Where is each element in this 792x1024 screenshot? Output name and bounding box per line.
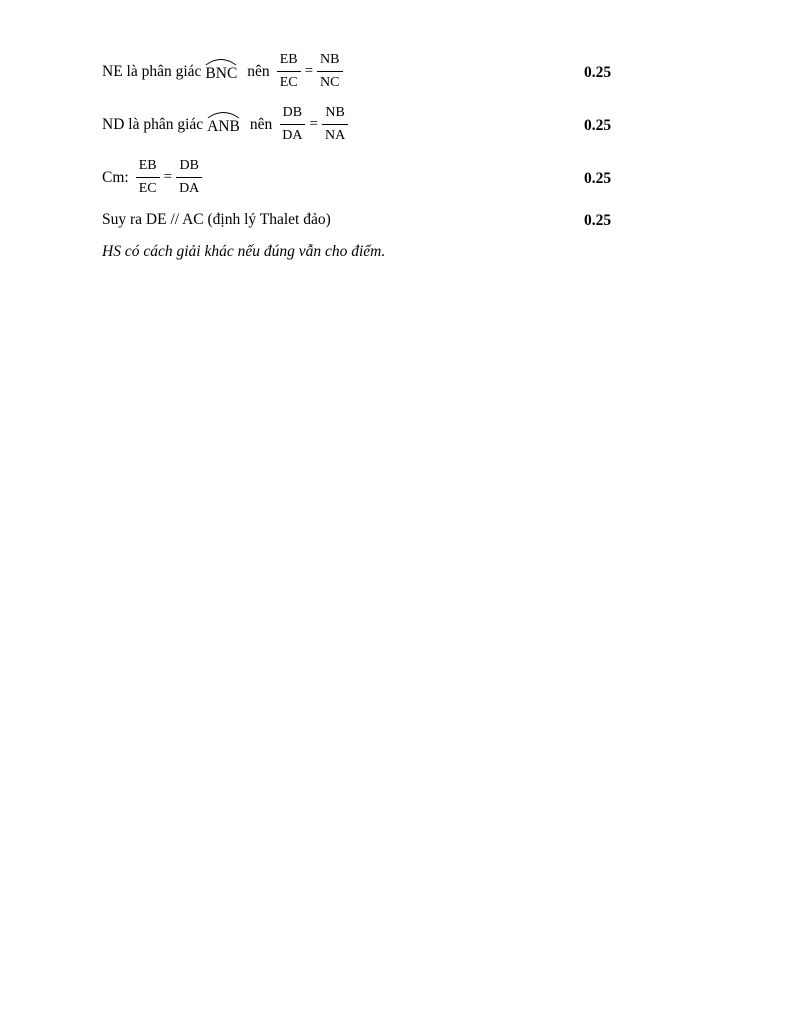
step-word: nên: [247, 63, 270, 81]
step-ne-bisector: [102, 52, 622, 92]
score-row-2: 0.25: [584, 117, 612, 134]
score-row-4: 0.25: [584, 212, 612, 229]
equals-sign: =: [304, 63, 314, 80]
equals-sign: =: [163, 169, 173, 186]
score-row-3: 0.25: [584, 170, 612, 187]
step-prefix: ND là phân giác: [102, 116, 204, 134]
step-text: Suy ra DE // AC (định lý Thalet đảo): [102, 211, 331, 228]
step-thales-converse: [102, 212, 622, 228]
angle-arc-icon: [207, 109, 240, 119]
angle-anb: ANB: [207, 115, 240, 135]
step-word: nên: [249, 116, 273, 134]
score-row-1: 0.25: [584, 64, 612, 81]
angle-arc-icon: [205, 56, 237, 66]
angle-bnc: BNC: [205, 62, 237, 82]
fraction-nb-na: $\frac{NB}{NA}$: [322, 105, 348, 145]
fraction-db-da: $\frac{DB}{DA}$: [279, 105, 305, 145]
fraction-eb-ec: $\frac{EB}{EC}$: [136, 158, 160, 198]
fraction-eb-ec: $\frac{EB}{EC}$: [277, 52, 301, 92]
step-prefix: Cm:: [102, 169, 129, 187]
equals-sign: =: [309, 116, 318, 133]
fraction-nb-nc: $\frac{NB}{NC}$: [317, 52, 342, 92]
fraction-db-da: $\frac{DB}{DA}$: [176, 158, 202, 198]
step-conclusion-ratio: [102, 158, 622, 198]
step-prefix: NE là phân giác: [102, 63, 202, 81]
grading-note: HS có cách giải khác nếu đúng vẫn cho điểm.: [102, 243, 386, 260]
step-nd-bisector: [102, 105, 622, 145]
